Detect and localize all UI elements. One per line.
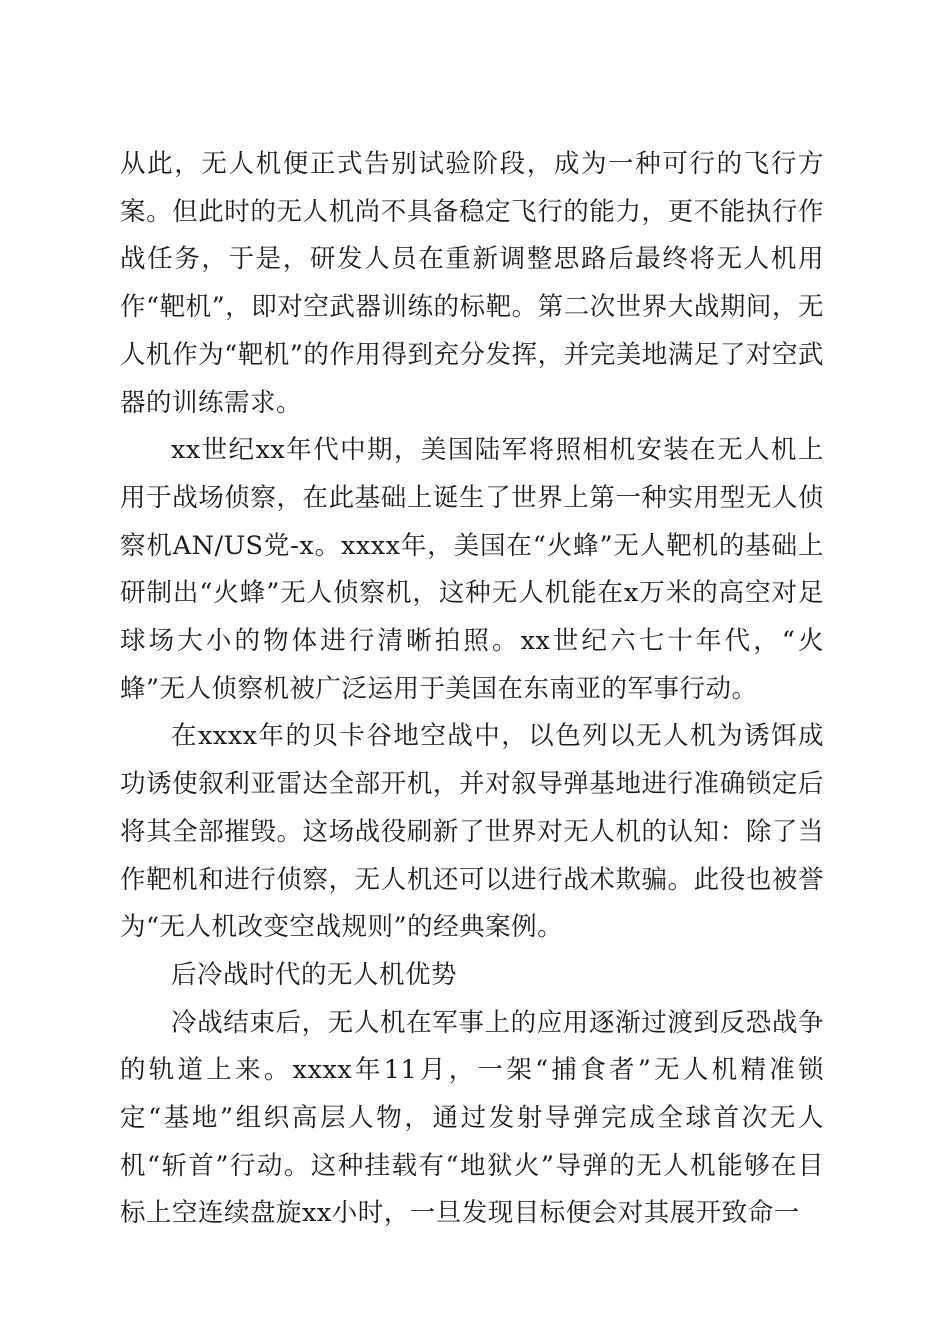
paragraph-1: 从此，无人机便正式告别试验阶段，成为一种可行的飞行方案。但此时的无人机尚不具备稳定飞行的能力，更不能执行作战任务，于是，研发人员在重新调整思路后最终将无人机用作“靶机”，即对空武器训练的标靶。第二次世界大战期间，无人机作为“靶机”的作用得到充分发挥，并完美地满足了对空武器的训练需求。: [120, 149, 824, 418]
paragraph-3: 在xxxx年的贝卡谷地空战中，以色列以无人机为诱饵成功诱使叙利亚雷达全部开机，并对叙导弹基地进行准确锁定后将其全部摧毁。这场战役刷新了世界对无人机的认知：除了当作靶机和进行侦察，无人机还可以进行战术欺骗。此役也被誉为“无人机改变空战规则”的经典案例。: [120, 721, 824, 943]
paragraph-4: 冷战结束后，无人机在军事上的应用逐渐过渡到反恐战争的轨道上来。xxxx年11月，一架“捕食者”无人机精准锁定“基地”组织高层人物，通过发射导弹完成全球首次无人机“斩首”行动。这种挂载有“地狱火”导弹的无人机能够在目标上空连续盘旋xx小时，一旦发现目标便会对其展开致命一: [120, 1007, 824, 1229]
section-heading: 后冷战时代的无人机优势: [171, 959, 458, 990]
paragraph-2: xx世纪xx年代中期，美国陆军将照相机安装在无人机上用于战场侦察，在此基础上诞生了世界上第一种实用型无人侦察机AN/US党-x。xxxx年，美国在“火蜂”无人靶机的基础上研制出“火蜂”无人侦察机，这种无人机能在x万米的高空对足球场大小的物体进行清晰拍照。xx世纪六七十年代，“火蜂”无人侦察机被广泛运用于美国在东南亚的军事行动。: [120, 435, 824, 704]
document-body: [120, 141, 824, 1238]
